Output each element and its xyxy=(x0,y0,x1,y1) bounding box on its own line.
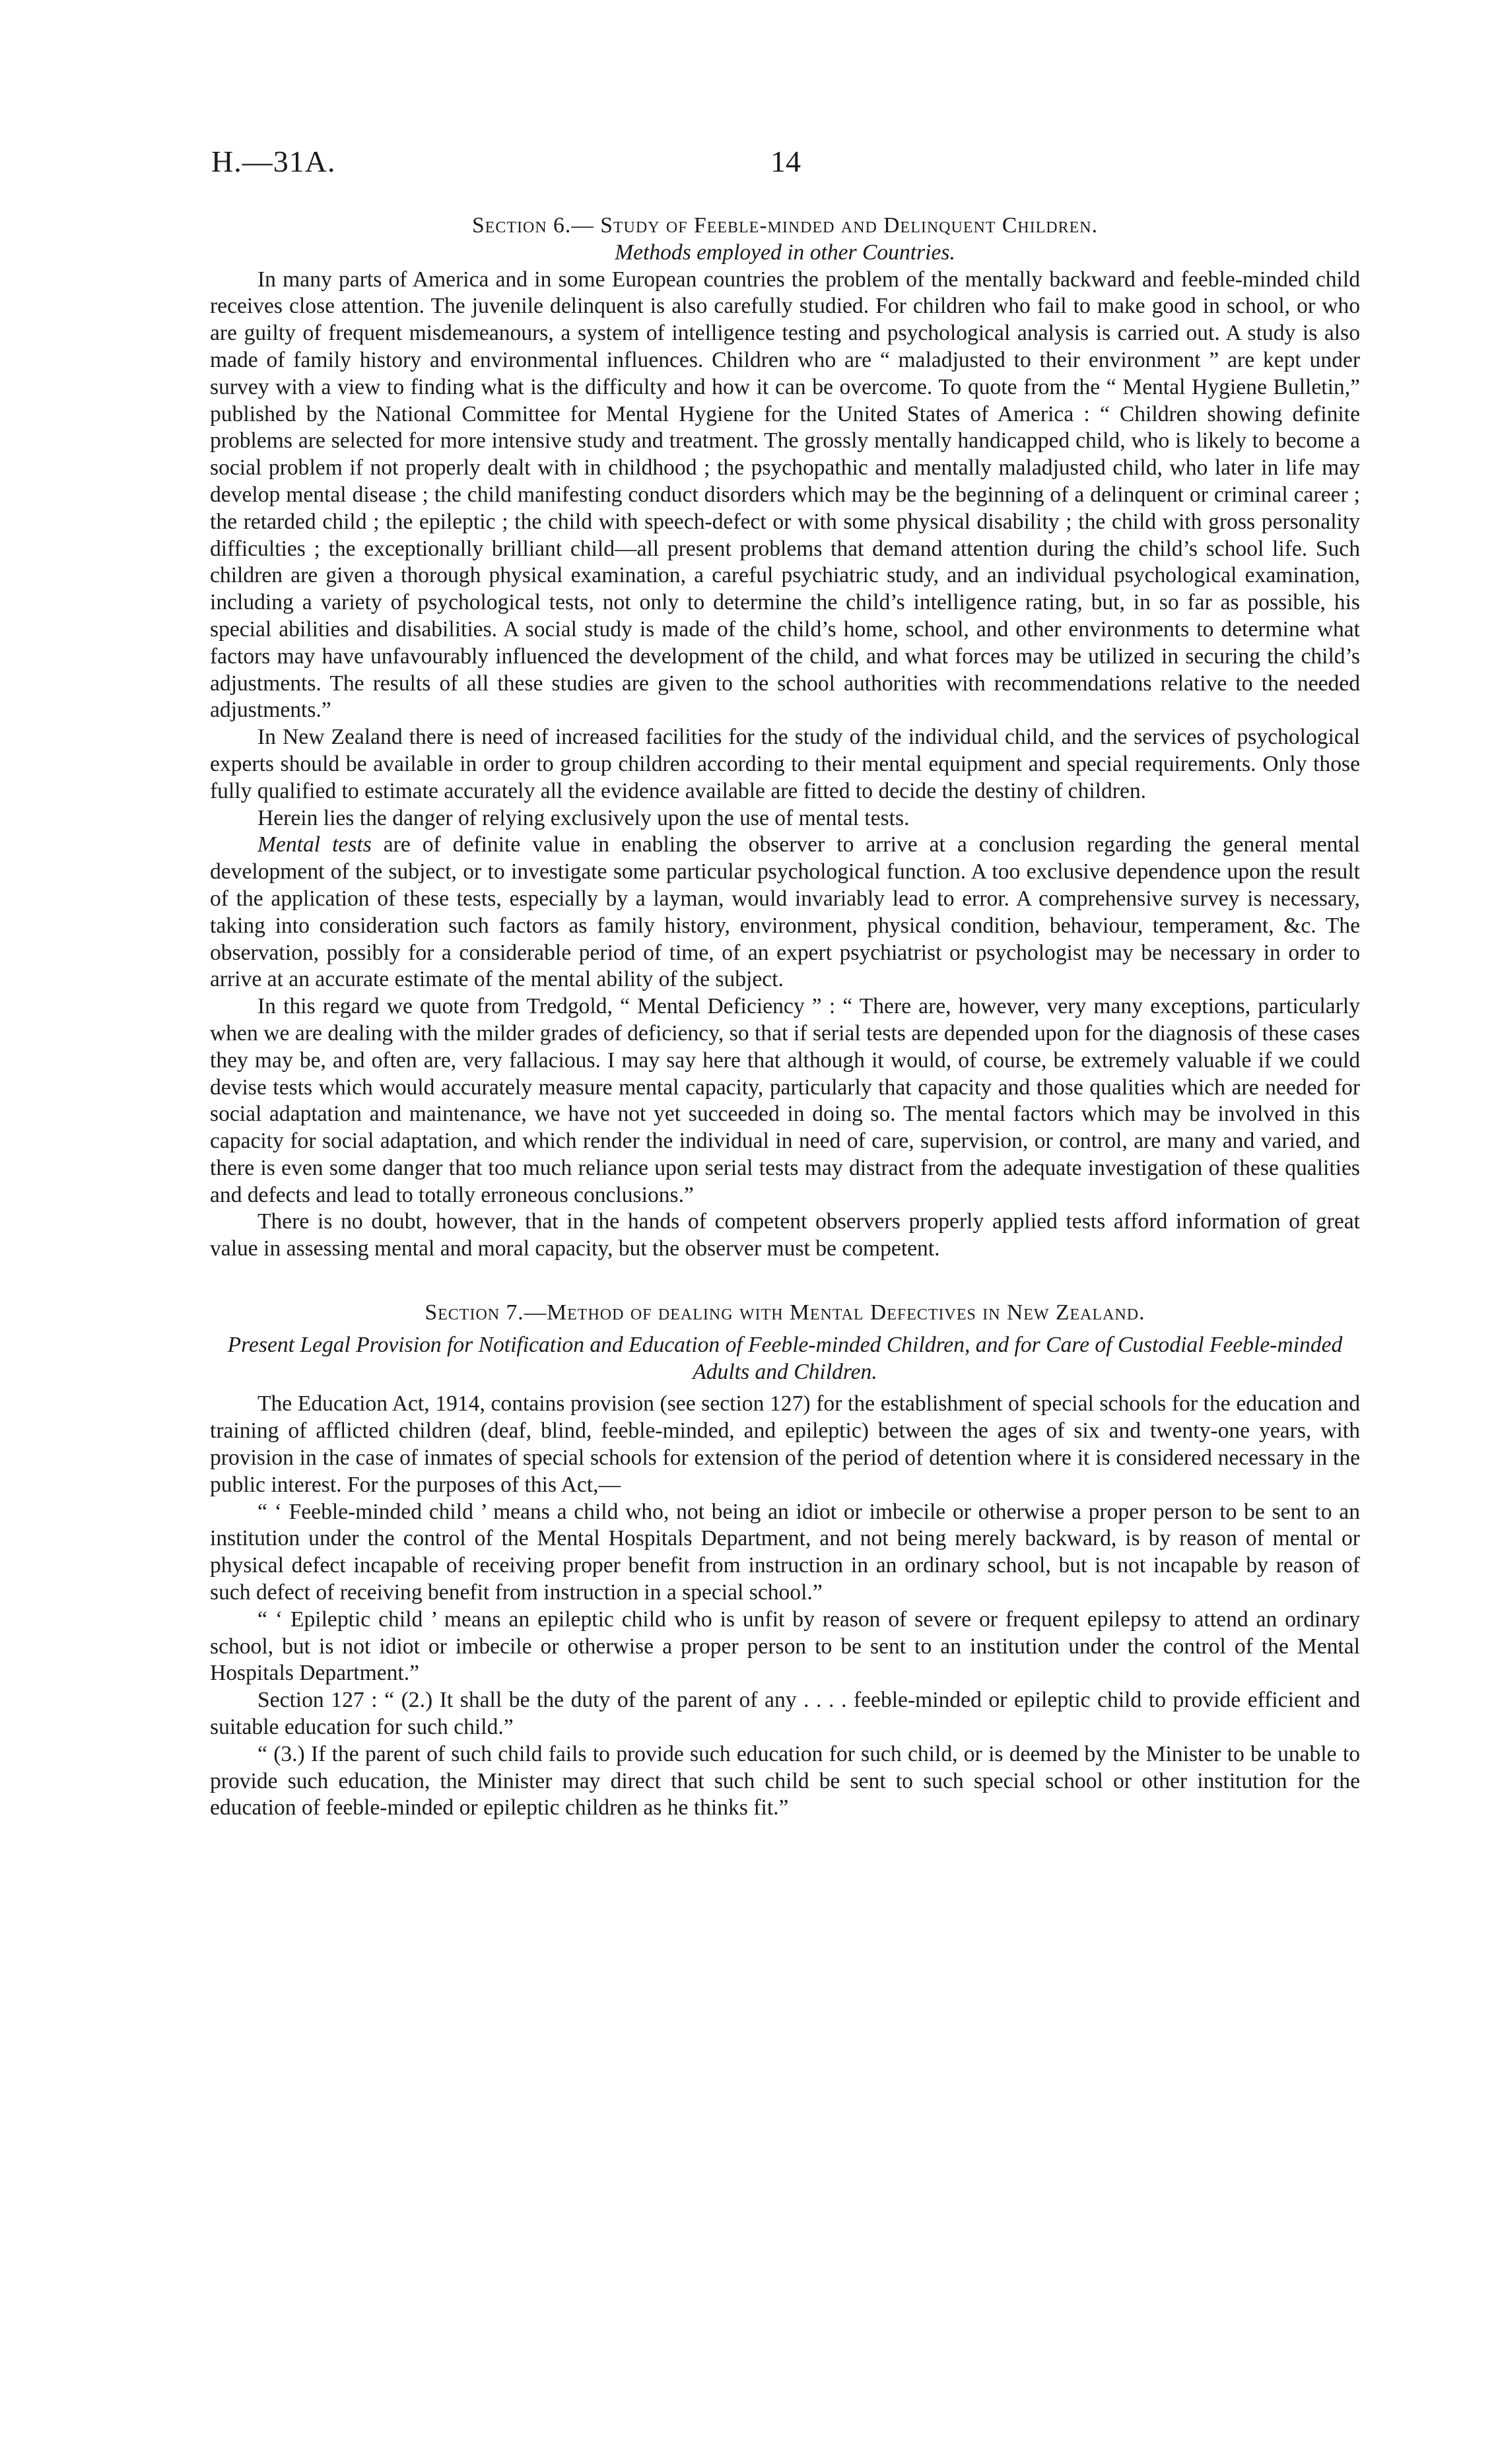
section-7-paragraph-3: “ ‘ Epileptic child ’ means an epileptic child who is unfit by reason of severe or frequent epilepsy to attend an ordinary school, but is not idiot or imbecile or otherwise a proper person to be sent to an institution under the control of the Mental Hospitals Department.” xyxy=(210,1607,1360,1686)
section-6-paragraph-5: In this regard we quote from Tredgold, “ Mental Deficiency ” : “ There are, however, very many exceptions, particularly when we are dealing with the milder grades of deficiency, so that if serial tests are depended upon for the diagnosis of these cases they may be, and often are, very fallacious. I may say here that although it would, of course, be extremely valuable if we could devise tests which would accurately measure mental capacity, particularly that capacity and those qualities which are needed for social adaptation and maintenance, we have not yet succeeded in doing so. The mental factors which may be involved in this capacity for social adaptation, and which render the individual in need of care, supervision, or control, are many and varied, and there is even some danger that too much reliance upon serial tests may distract from the adequate investigation of these qualities and defects and lead to totally erroneous conclusions.” xyxy=(210,994,1360,1207)
section-6-paragraph-3: Herein lies the danger of relying exclusively upon the use of mental tests. xyxy=(257,805,910,830)
document-reference: H.—31A. xyxy=(211,145,336,178)
page-header xyxy=(211,144,1360,183)
section-6-paragraph-4 xyxy=(210,832,1360,993)
section-7-paragraph-5: “ (3.) If the parent of such child fails to provide such education for such child, or is deemed by the Minister to be unable to provide such education, the Minister may direct that such child be sent to such special school or other institution for the education of feeble-minded or epileptic children as he thinks fit.” xyxy=(210,1741,1360,1820)
mental-tests-text: are of definite value in enabling the observer to arrive at a conclusion regarding the general mental development of the subject, or to investigate some particular psychological function. A too exclusive dependence upon the result of the application of these tests, especially by a layman, would invariably lead to error. A comprehensive survey is necessary, taking into consideration such factors as family history, environment, physical condition, behaviour, temperament, &c. The observation, possibly for a considerable period of time, of an expert psychiatrist or psychologist may be necessary in order to arrive at an accurate estimate of the mental ability of the subject. xyxy=(210,832,1360,992)
section-7-heading: Section 7.—Method of dealing with Mental Defectives in New Zealand. xyxy=(425,1300,1145,1325)
section-7-subheading: Present Legal Provision for Notification and Education of Feeble-minded Children, and for Care of Custodial Feeble-minded Adults and Children. xyxy=(227,1332,1343,1384)
section-7-paragraph-4: Section 127 : “ (2.) It shall be the duty of the parent of any . . . . feeble-minded or epileptic child to provide efficient and suitable education for such child.” xyxy=(210,1688,1360,1740)
section-6-paragraph-2: In New Zealand there is need of increased facilities for the study of the individual child, and the services of psychological experts should be available in order to group children according to their mental equipment and special requirements. Only those fully qualified to estimate accurately all the evidence available are fitted to decide the destiny of children. xyxy=(210,725,1360,803)
mental-tests-lead: Mental tests xyxy=(257,832,372,857)
section-6-paragraph-1: In many parts of America and in some European countries the problem of the mentally backward and feeble-minded child receives close attention. The juvenile delinquent is also carefully studied. For children who fail to make good in school, or who are guilty of frequent misdemeanours, a system of intelligence testing and psychological analysis is carried out. A study is also made of family history and environmental influences. Children who are “ maladjusted to their environment ” are kept under survey with a view to finding what is the difficulty and how it can be overcome. To quote from the “ Mental Hygiene Bulletin,” published by the National Committee for Mental Hygiene for the United States of America : “ Children showing definite problems are selected for more intensive study and treatment. The grossly mentally handicapped child, who is likely to become a social problem if not properly dealt with in childhood ; the psychopathic and mentally maladjusted child, who later in life may develop mental disease ; the child manifesting conduct disorders which may be the beginning of a delinquent or criminal career ; the retarded child ; the epileptic ; the child with speech-defect or with some physical disability ; the child with gross personality difficulties ; the exceptionally brilliant child—all present problems that demand attention during the child’s school life. Such children are given a thorough physical examination, a careful psychiatric study, and an individual psychological examination, including a variety of psychological tests, not only to determine the child’s intelligence rating, but, in so far as possible, his special abilities and disabilities. A social study is made of the child’s home, school, and other environments to determine what factors may have unfavourably influenced the development of the child, and what forces may be utilized in securing the child’s adjustments. The results of all these studies are given to the school authorities with recommendations relative to the needed adjustments.” xyxy=(210,267,1360,723)
section-6-subheading: Methods employed in other Countries. xyxy=(615,240,955,265)
section-7-paragraph-2: “ ‘ Feeble-minded child ’ means a child who, not being an idiot or imbecile or otherwise a proper person to be sent to an institution under the control of the Mental Hospitals Department, and not being merely backward, is by reason of mental or physical defect incapable of receiving proper benefit from instruction in an ordinary school, but is not incapable by reason of such defect of receiving benefit from instruction in a special school.” xyxy=(210,1499,1360,1605)
section-7-paragraph-1: The Education Act, 1914, contains provision (see section 127) for the establishment of special schools for the education and training of afflicted children (deaf, blind, feeble-minded, and epileptic) between the ages of six and twenty-one years, with provision in the case of inmates of special schools for extension of the period of detention where it is considered necessary in the public interest. For the purposes of this Act,— xyxy=(210,1391,1360,1497)
body-text xyxy=(210,213,1360,1822)
section-6-heading: Section 6.— Study of Feeble-minded and Delinquent Children. xyxy=(472,213,1098,238)
section-6-paragraph-6: There is no doubt, however, that in the hands of competent observers properly applied tests afford information of great value in assessing mental and moral capacity, but the observer must be competent. xyxy=(210,1209,1360,1261)
page-number: 14 xyxy=(770,145,801,178)
